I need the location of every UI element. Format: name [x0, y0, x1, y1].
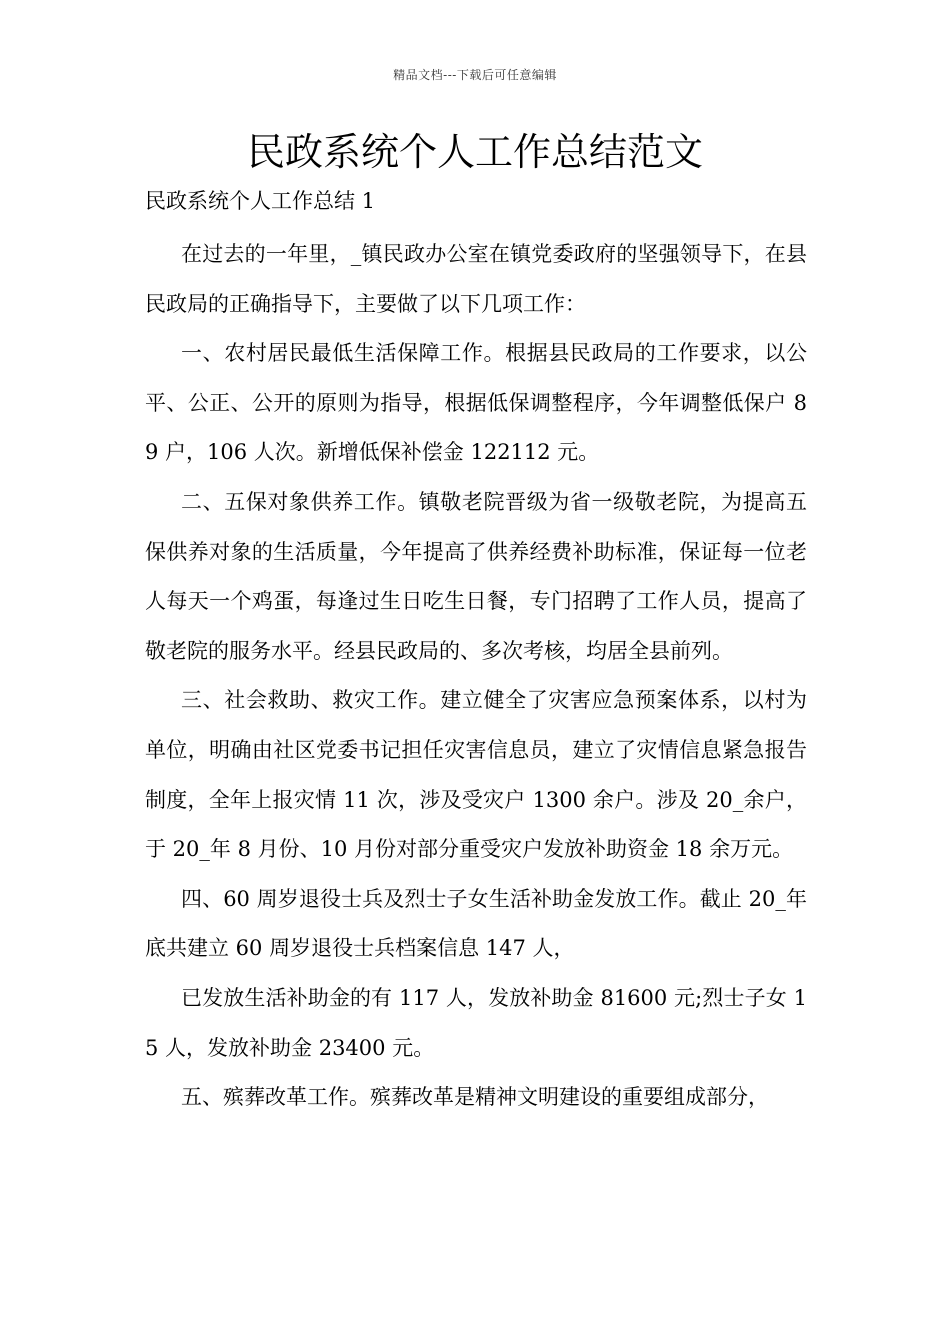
paragraph-intro: 在过去的一年里，_镇民政办公室在镇党委政府的坚强领导下，在县民政局的正确指导下，主要做了以下几项工作：	[145, 242, 807, 316]
section-subtitle: 民政系统个人工作总结 1	[145, 189, 376, 213]
paragraph-item-4: 四、60 周岁退役士兵及烈士子女生活补助金发放工作。截止 20_年底共建立 60 周岁退役士兵档案信息 147 人，	[145, 886, 807, 961]
paragraph-item-1: 一、农村居民最低生活保障工作。根据县民政局的工作要求，以公平、公正、公开的原则为指导，根据低保调整程序，今年调整低保户 89 户，106 人次。新增低保补偿金 122112 元。	[145, 341, 807, 465]
paragraph-item-2: 二、五保对象供养工作。镇敬老院晋级为省一级敬老院，为提高五保供养对象的生活质量，今年提高了供养经费补助标准，保证每一位老人每天一个鸡蛋，每逢过生日吃生日餐，专门招聘了工作人员，提高了敬老院的服务水平。经县民政局的、多次考核，均居全县前列。	[145, 489, 807, 663]
paragraph-item-4-cont: 已发放生活补助金的有 117 人，发放补助金 81600 元;烈士子女 15 人，发放补助金 23400 元。	[145, 985, 807, 1060]
document-title: 民政系统个人工作总结范文	[246, 130, 703, 174]
paragraph-item-5: 五、殡葬改革工作。殡葬改革是精神文明建设的重要组成部分，	[181, 1085, 769, 1110]
paragraph-item-3: 三、社会救助、救灾工作。建立健全了灾害应急预案体系，以村为单位，明确由社区党委书记担任灾害信息员，建立了灾情信息紧急报告制度，全年上报灾情 11 次，涉及受灾户 1300 余户。涉及 20_余户，于 20_年 8 月份、10 月份对部分重受灾户发放补助资金 18 余万元。	[145, 688, 807, 862]
body-text	[145, 230, 807, 1123]
header-note: 精品文档---下载后可任意编辑	[393, 68, 557, 82]
